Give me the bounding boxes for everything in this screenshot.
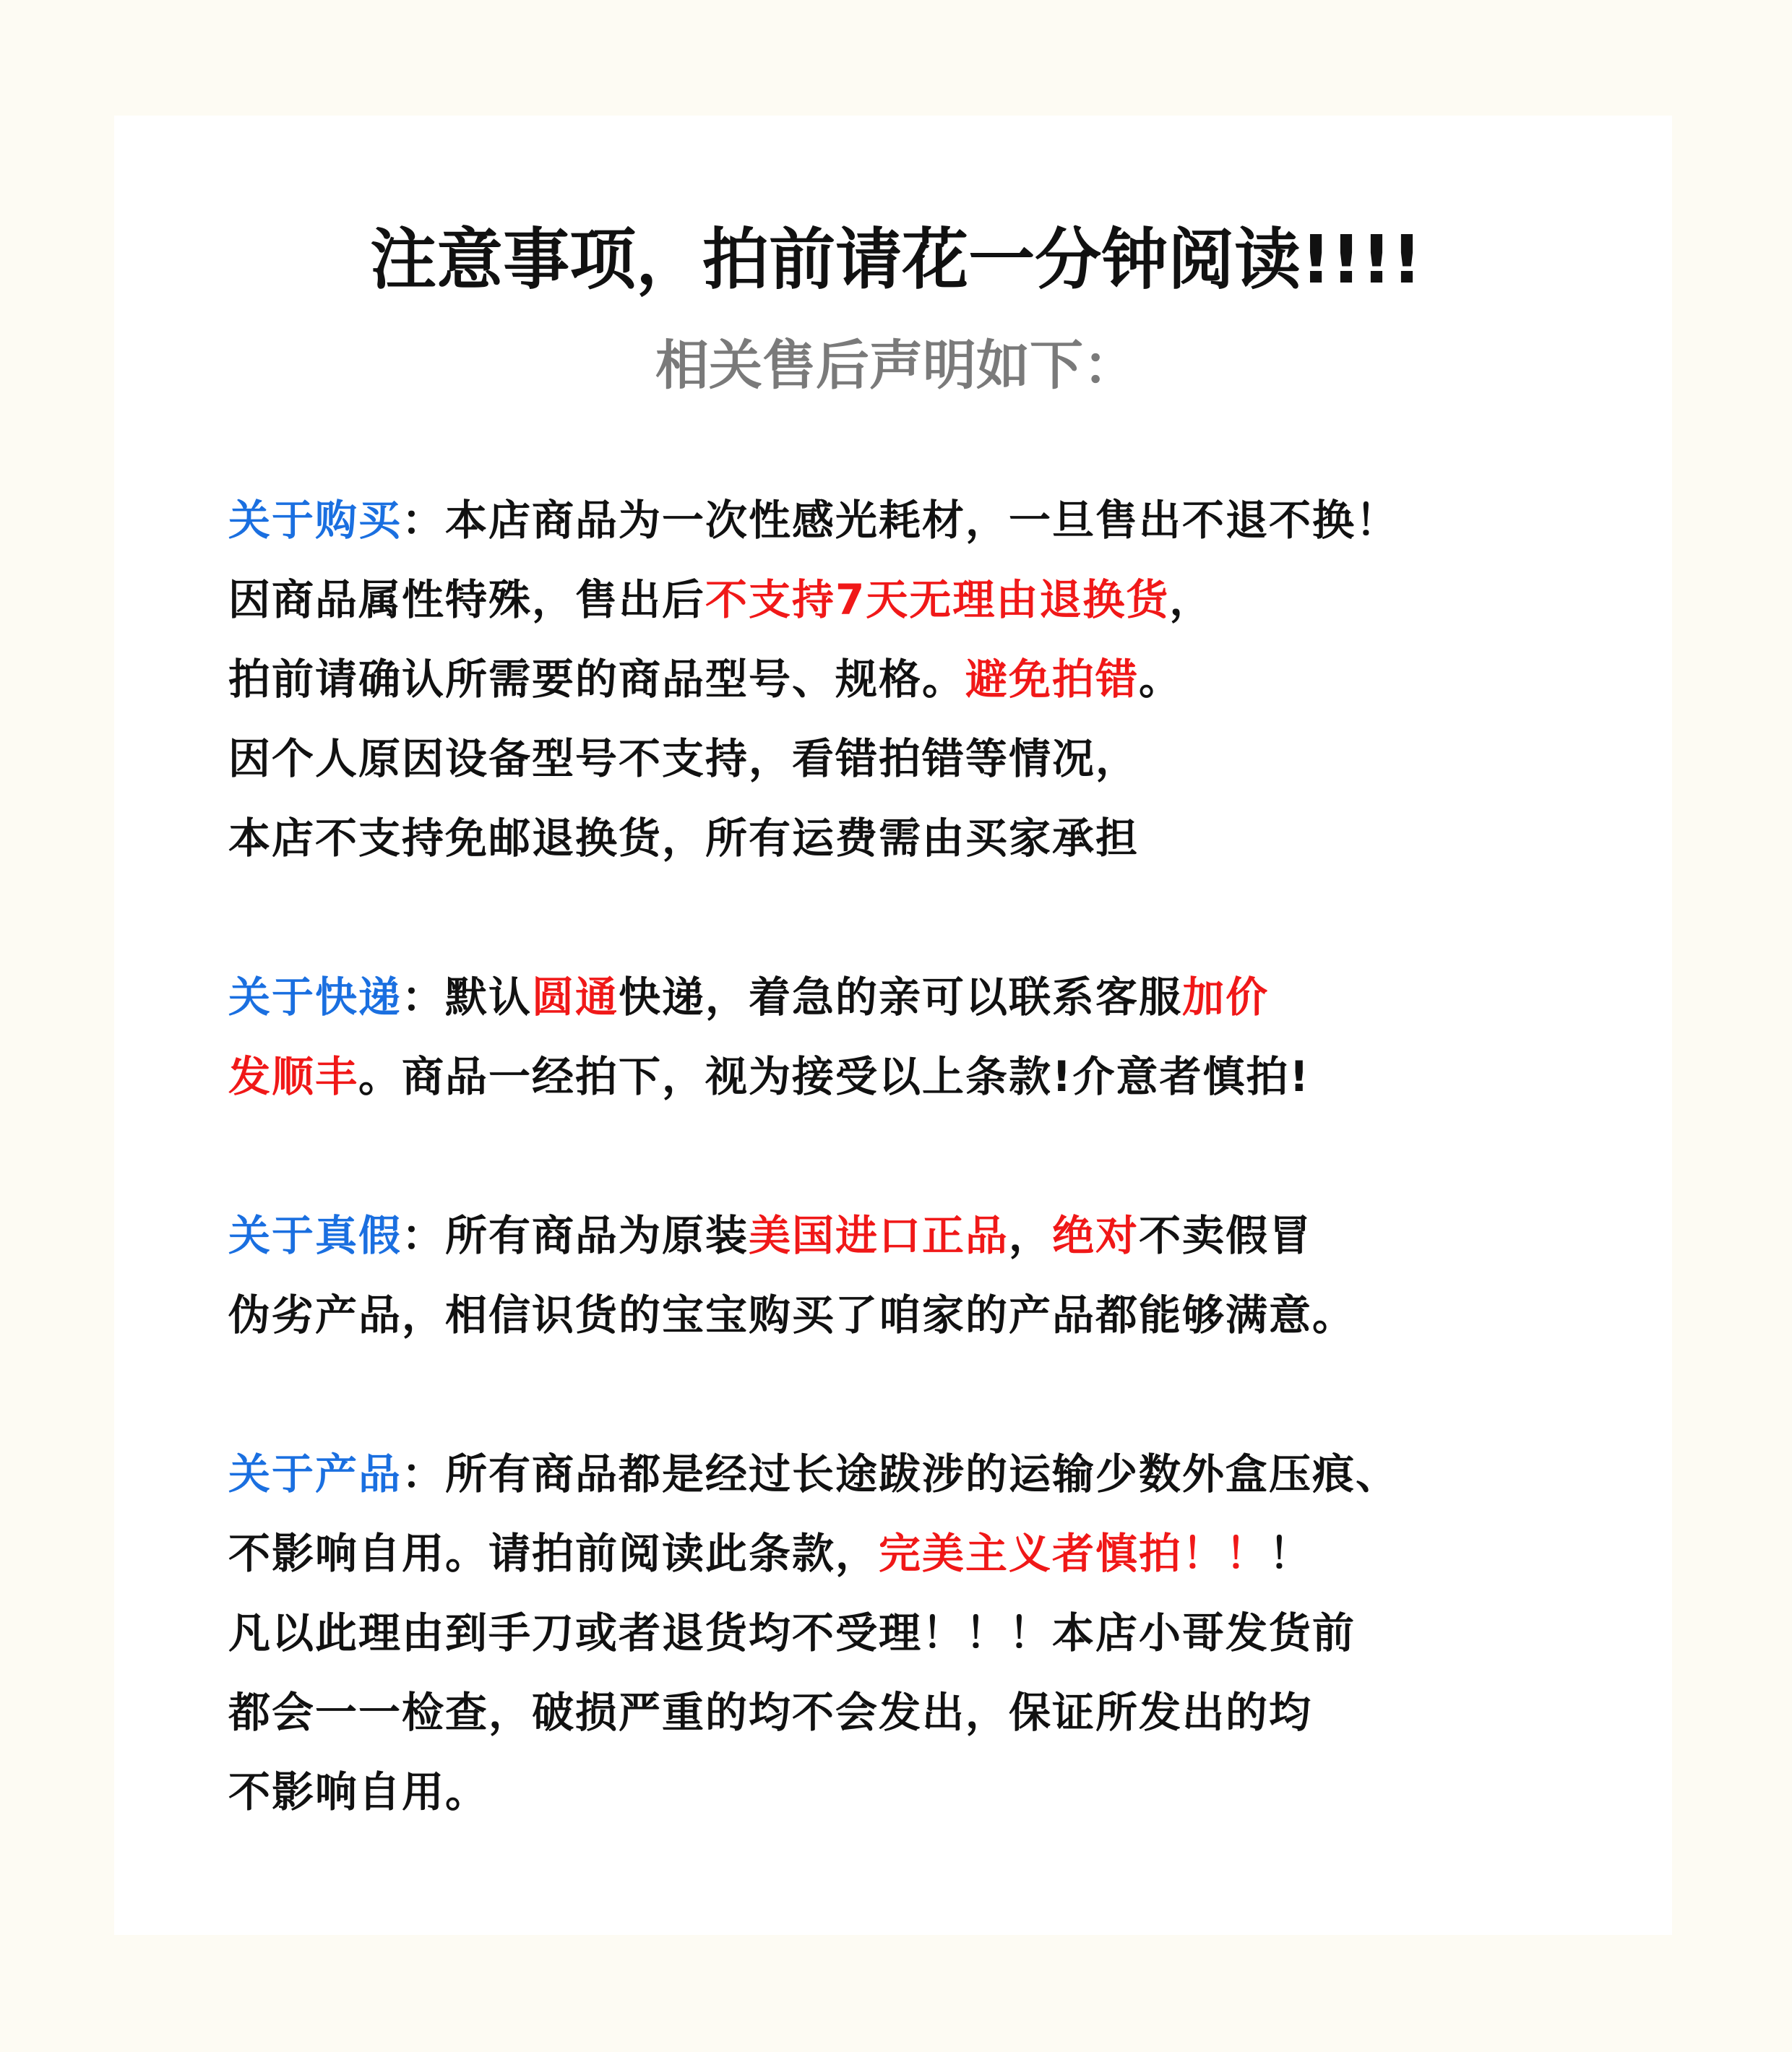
- product-heading: 关于产品: [228, 1449, 402, 1499]
- page-subtitle: 相关售后声明如下：: [655, 335, 1137, 397]
- product-line-2: [228, 1526, 1312, 1581]
- purchase-text: 拍前请确认所需要的商品型号、规格。: [228, 655, 966, 704]
- purchase-line-4: 因个人原因设备型号不支持，看错拍错等情况，: [228, 734, 1140, 783]
- purchase-text: 。: [1139, 655, 1183, 704]
- express-highlight: 加价: [1182, 973, 1270, 1022]
- express-heading: 关于快递: [228, 973, 402, 1022]
- product-text: ：所有商品都是经过长途跋涉的运输少数外盒压痕、: [402, 1449, 1400, 1499]
- authentic-line-2: 伪劣产品，相信识货的宝宝购买了咱家的产品都能够满意。: [228, 1290, 1356, 1340]
- express-text: ：默认: [402, 973, 533, 1022]
- product-highlight: 完美主义者慎拍！！: [879, 1529, 1270, 1578]
- product-text: ！: [1269, 1529, 1313, 1578]
- express-line-1: [228, 970, 1269, 1025]
- product-line-1: [228, 1447, 1399, 1501]
- express-highlight: 发顺丰: [228, 1052, 359, 1101]
- authentic-highlight: 绝对: [1052, 1211, 1140, 1260]
- purchase-line-2: [228, 572, 1212, 627]
- purchase-text: ：本店商品为一次性感光耗材，一旦售出不退不换！: [402, 496, 1400, 545]
- authentic-text: ：所有商品为原装: [402, 1211, 749, 1260]
- purchase-highlight: 避免拍错: [965, 655, 1140, 704]
- express-highlight: 圆通: [532, 973, 619, 1022]
- purchase-line-5: 本店不支持免邮退换货，所有运费需由买家承担: [228, 814, 1140, 863]
- authentic-heading: 关于真假: [228, 1211, 402, 1260]
- purchase-heading: 关于购买: [228, 496, 402, 545]
- authentic-text: ，: [1009, 1211, 1053, 1260]
- authentic-highlight: 美国进口正品: [749, 1211, 1009, 1260]
- express-text: 。商品一经拍下，视为接受以上条款!介意者慎拍!: [358, 1052, 1310, 1101]
- purchase-line-3: [228, 652, 1182, 707]
- purchase-highlight: 不支持7天无理由退换货: [705, 575, 1170, 624]
- express-line-2: [228, 1049, 1310, 1104]
- purchase-line-1: [228, 493, 1399, 548]
- authentic-text: 不卖假冒: [1139, 1211, 1313, 1260]
- product-line-4: 都会一一检查，破损严重的均不会发出，保证所发出的均: [228, 1688, 1313, 1737]
- product-line-3: 凡以此理由到手刀或者退货均不受理！！！本店小哥发货前: [228, 1608, 1356, 1657]
- page-title: 注意事项，拍前请花一分钟阅读!!!!: [370, 221, 1422, 298]
- product-text: 不影响自用。请拍前阅读此条款，: [228, 1529, 879, 1578]
- express-text: 快递，着急的亲可以联系客服: [619, 973, 1183, 1022]
- authentic-line-1: [228, 1208, 1312, 1263]
- product-line-5: 不影响自用。: [228, 1767, 489, 1816]
- purchase-text: 因商品属性特殊，售出后: [228, 575, 706, 624]
- purchase-text: ，: [1169, 575, 1213, 624]
